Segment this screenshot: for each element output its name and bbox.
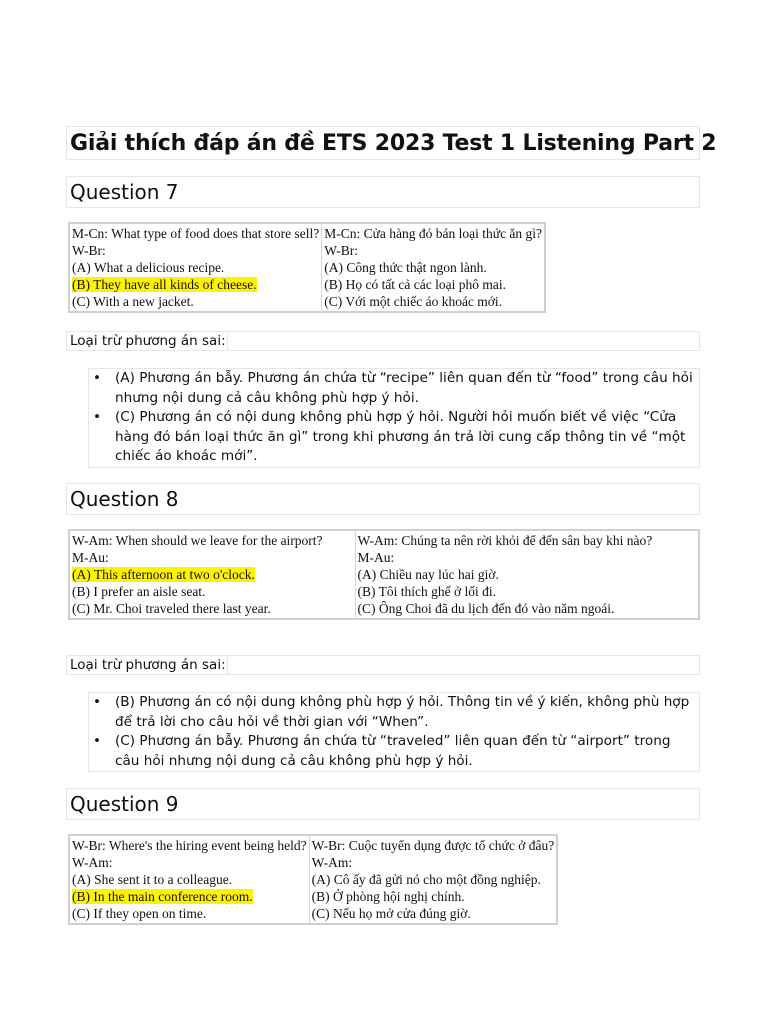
question-8-vi-line: W-Am: Chúng ta nên rời khỏi để đến sân bay khi nào? — [357, 533, 653, 548]
question-7-correct-answer: (B) They have all kinds of cheese. — [72, 277, 257, 292]
question-8-vi-line: (C) Ông Choi đã du lịch đến đó vào năm ngoái. — [357, 601, 615, 616]
question-8-explanations — [88, 692, 700, 772]
question-7-vi-line: W-Br: — [324, 243, 358, 258]
question-7-explanation-item — [89, 369, 699, 408]
question-7-answer-table — [68, 222, 546, 313]
question-7-vi-line: (A) Công thức thật ngon lành. — [324, 260, 487, 275]
question-8-eliminate-label: Loại trừ phương án sai: — [66, 655, 700, 675]
question-9-en-line: W-Br: Where's the hiring event being held? — [72, 838, 307, 853]
question-7-eliminate-label: Loại trừ phương án sai: — [66, 331, 700, 351]
question-7-en-line: (C) With a new jacket. — [72, 294, 194, 309]
question-8-en-line: W-Am: When should we leave for the airport? — [72, 533, 323, 548]
question-9-en-line: (A) She sent it to a colleague. — [72, 872, 233, 887]
question-8-vi-line: (B) Tôi thích ghế ở lối đi. — [357, 584, 497, 599]
question-9-answer-table — [68, 834, 558, 925]
question-7-vi-line: M-Cn: Cửa hàng đó bán loại thức ăn gì? — [324, 226, 543, 241]
bullet-icon: • — [93, 694, 102, 710]
question-8-english-cell — [69, 530, 355, 619]
question-8-vi-line: (A) Chiều nay lúc hai giờ. — [357, 567, 499, 582]
question-9-vi-line: (C) Nếu họ mở cửa đúng giờ. — [311, 906, 471, 921]
bullet-icon: • — [93, 370, 102, 386]
question-8-en-line: M-Au: — [72, 550, 109, 565]
question-7-explanation-item — [89, 408, 699, 467]
question-7-vi-line: (B) Họ có tất cả các loại phô mai. — [324, 277, 507, 292]
question-8-explanation-text: (B) Phương án có nội dung không phù hợp ý hỏi. Thông tin về ý kiến, không phù hợp để trả lời cho câu hỏi về thời gian với “When”. — [115, 694, 690, 730]
question-7-explanation-text: (A) Phương án bẫy. Phương án chứa từ “recipe” liên quan đến từ “food” trong câu hỏi nhưng nội dung cả câu không phù hợp ý hỏi. — [115, 370, 693, 406]
question-9-vi-line: W-Br: Cuộc tuyển dụng được tổ chức ở đâu? — [311, 838, 555, 853]
question-7-en-line: (A) What a delicious recipe. — [72, 260, 225, 275]
question-8-en-line: (C) Mr. Choi traveled there last year. — [72, 601, 271, 616]
question-7-english-cell — [69, 223, 322, 312]
bullet-icon: • — [93, 409, 102, 425]
question-8-heading: Question 8 — [66, 483, 700, 515]
question-8-vi-line: M-Au: — [357, 550, 395, 565]
question-7-vietnamese-cell — [322, 223, 545, 312]
question-8-answer-table — [68, 529, 700, 620]
page-title: Giải thích đáp án đề ETS 2023 Test 1 Listening Part 2 — [66, 126, 700, 160]
question-8-vietnamese-cell — [355, 530, 699, 619]
question-9-en-line: (C) If they open on time. — [72, 906, 207, 921]
question-8-explanation-text: (C) Phương án bẫy. Phương án chứa từ “traveled” liên quan đến từ “airport” trong câu hỏi nhưng nội dung cả câu không phù hợp ý hỏi. — [115, 733, 671, 769]
bullet-icon: • — [93, 733, 102, 749]
question-7-explanation-text: (C) Phương án có nội dung không phù hợp ý hỏi. Người hỏi muốn biết về việc “Cửa hàng đó bán loại thức ăn gì” trong khi phương án trả lời cung cấp thông tin về “một chiếc áo khoác mới”. — [115, 409, 686, 464]
question-7-en-line: M-Cn: What type of food does that store sell? — [72, 226, 320, 241]
question-8-correct-answer: (A) This afternoon at two o'clock. — [72, 567, 255, 582]
question-7-heading: Question 7 — [66, 176, 700, 208]
question-7-vi-line: (C) Với một chiếc áo khoác mới. — [324, 294, 503, 309]
question-9-correct-answer: (B) In the main conference room. — [72, 889, 253, 904]
question-8-explanation-item — [89, 693, 699, 732]
question-9-english-cell — [69, 835, 309, 924]
question-8-explanation-item — [89, 732, 699, 771]
question-8-en-line: (B) I prefer an aisle seat. — [72, 584, 206, 599]
question-9-vietnamese-cell — [309, 835, 557, 924]
question-9-vi-line: W-Am: — [311, 855, 353, 870]
question-9-en-line: W-Am: — [72, 855, 113, 870]
question-7-en-line: W-Br: — [72, 243, 106, 258]
question-9-vi-line: (B) Ở phòng hội nghị chính. — [311, 889, 465, 904]
question-9-vi-line: (A) Cô ấy đã gửi nó cho một đồng nghiệp. — [311, 872, 541, 887]
question-7-explanations — [88, 368, 700, 468]
question-9-heading: Question 9 — [66, 788, 700, 820]
